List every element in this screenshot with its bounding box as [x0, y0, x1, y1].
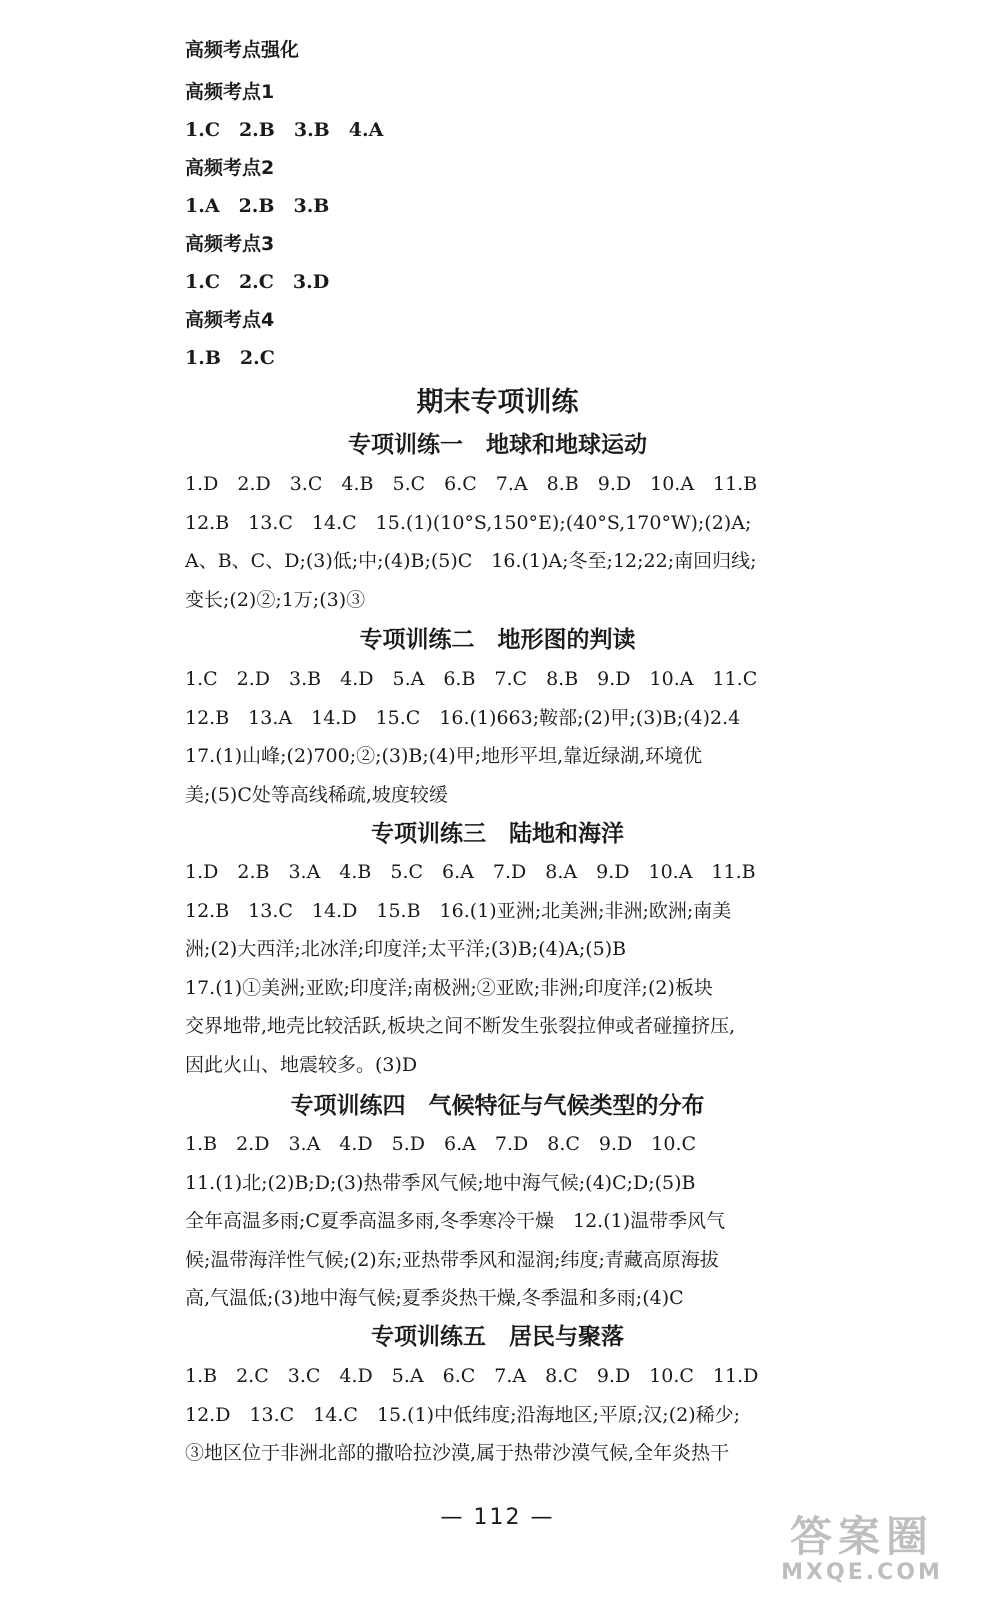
training-answers — [185, 1125, 797, 1318]
page-number: — 112 — — [440, 1505, 555, 1530]
answer-line: 1.D 2.D 3.C 4.B 5.C 6.C 7.A 8.B 9.D 10.A 11.B — [185, 473, 758, 495]
training-answers — [185, 853, 797, 1084]
answer-line: 11.(1)北;(2)B;D;(3)热带季风气候;地中海气候;(4)C;D;(5)B — [185, 1171, 696, 1194]
answer-line: 美;(5)C处等高线稀疏,坡度较缓 — [185, 783, 448, 806]
answer-line: 12.D 13.C 14.C 15.(1)中低纬度;沿海地区;平原;汉;(2)稀少; — [185, 1403, 741, 1426]
section-heading: 高频考点强化 — [185, 39, 300, 61]
answer-line: 变长;(2)②;1万;(3)③ — [185, 588, 366, 611]
training-answers — [185, 660, 797, 814]
point-label: 高频考点1 — [185, 81, 275, 103]
answer-line: 1.B 2.D 3.A 4.D 5.D 6.A 7.D 8.C 9.D 10.C — [185, 1133, 697, 1155]
answer-line: A、B、C、D;(3)低;中;(4)B;(5)C 16.(1)A;冬至;12;22;南回归线; — [185, 550, 757, 572]
training-title: 专项训练二 地形图的判读 — [359, 626, 636, 653]
answer-line: 候;温带海洋性气候;(2)东;亚热带季风和湿润;纬度;青藏高原海拔 — [185, 1248, 719, 1271]
answer-line: 交界地带,地壳比较活跃,板块之间不断发生张裂拉伸或者碰撞挤压, — [185, 1015, 736, 1037]
point-label: 高频考点3 — [185, 233, 275, 255]
training-title: 专项训练五 居民与聚落 — [371, 1323, 624, 1350]
answer-line: 12.B 13.A 14.D 15.C 16.(1)663;鞍部;(2)甲;(3)B;(4)2.4 — [185, 706, 741, 729]
answer-line: 12.B 13.C 14.D 15.B 16.(1)亚洲;北美洲;非洲;欧洲;南美 — [185, 899, 732, 922]
answer-line: 1.B 2.C 3.C 4.D 5.A 6.C 7.A 8.C 9.D 10.C 11.D — [185, 1365, 759, 1387]
answer-line: 洲;(2)大西洋;北冰洋;印度洋;太平洋;(3)B;(4)A;(5)B — [185, 938, 627, 960]
answer-line: ③地区位于非洲北部的撒哈拉沙漠,属于热带沙漠气候,全年炎热干 — [185, 1442, 730, 1464]
point-answers: 1.A 2.B 3.B — [185, 195, 330, 217]
answer-line: 17.(1)①美洲;亚欧;印度洋;南极洲;②亚欧;非洲;印度洋;(2)板块 — [185, 976, 713, 999]
answer-line: 17.(1)山峰;(2)700;②;(3)B;(4)甲;地形平坦,靠近绿湖,环境优 — [185, 745, 703, 767]
point-label: 高频考点2 — [185, 157, 275, 179]
training-title: 专项训练一 地球和地球运动 — [348, 431, 647, 458]
answer-line: 12.B 13.C 14.C 15.(1)(10°S,150°E);(40°S,170°W);(2)A; — [185, 511, 752, 534]
answer-line: 全年高温多雨;C夏季高温多雨,冬季寒冷干燥 12.(1)温带季风气 — [185, 1210, 726, 1232]
answer-line: 因此火山、地震较多。(3)D — [185, 1053, 418, 1076]
answer-line: 高,气温低;(3)地中海气候;夏季炎热干燥,冬季温和多雨;(4)C — [185, 1287, 684, 1309]
watermark-logo — [743, 1514, 981, 1588]
answer-line: 1.C 2.D 3.B 4.D 5.A 6.B 7.C 8.B 9.D 10.A 11.C — [185, 668, 758, 690]
training-answers — [185, 1357, 797, 1473]
point-answers: 1.C 2.C 3.D — [185, 271, 330, 293]
point-answers: 1.C 2.B 3.B 4.A — [185, 119, 384, 141]
point-label: 高频考点4 — [185, 309, 275, 331]
page-title: 期末专项训练 — [416, 387, 579, 418]
watermark-bottom-text: MXQE.COM — [781, 1560, 943, 1585]
training-answers — [185, 465, 797, 619]
training-title: 专项训练三 陆地和海洋 — [371, 820, 624, 847]
answer-line: 1.D 2.B 3.A 4.B 5.C 6.A 7.D 8.A 9.D 10.A 11.B — [185, 861, 756, 883]
point-answers: 1.B 2.C — [185, 347, 275, 369]
watermark-top-text: 答案圈 — [789, 1512, 934, 1561]
training-title: 专项训练四 气候特征与气候类型的分布 — [290, 1092, 705, 1119]
